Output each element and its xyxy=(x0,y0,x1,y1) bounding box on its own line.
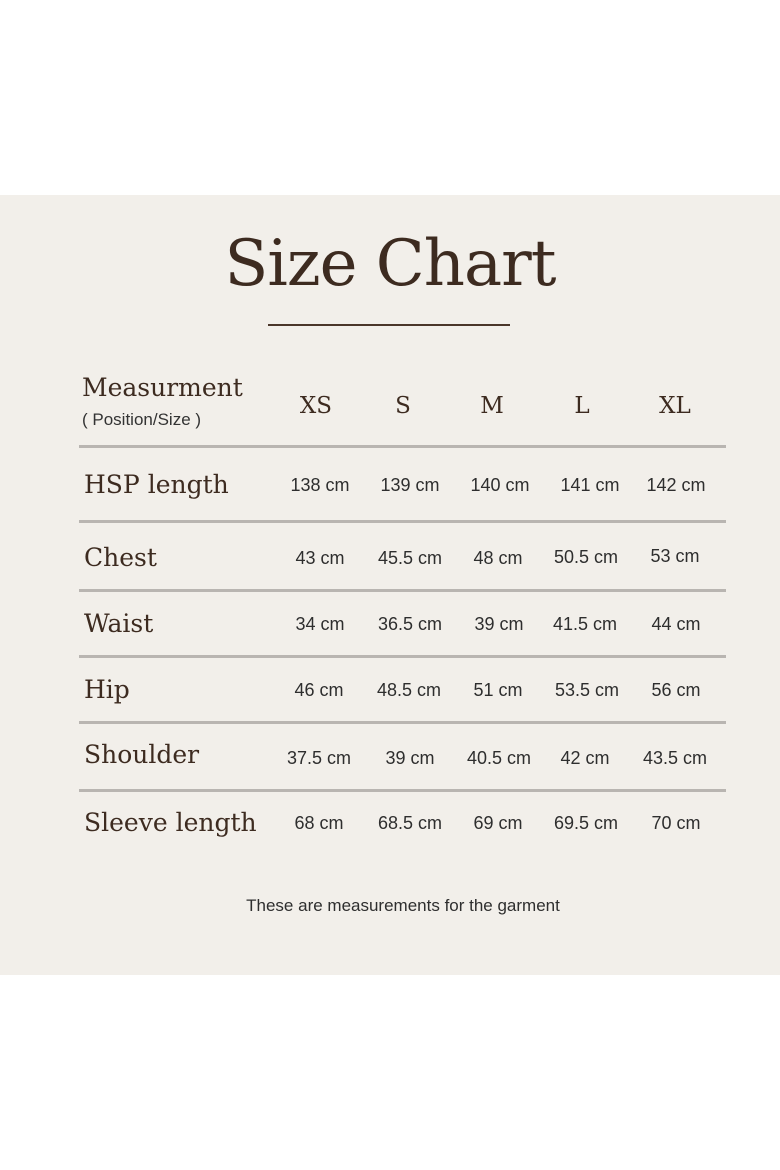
size-header-xs: XS xyxy=(299,393,333,419)
table-cell: 36.5 cm xyxy=(377,614,443,634)
size-header-xl: XL xyxy=(659,393,691,419)
table-cell: 37.5 cm xyxy=(286,748,352,768)
size-chart-panel xyxy=(0,195,780,975)
table-divider xyxy=(79,589,726,592)
size-header-s: S xyxy=(395,393,411,419)
table-cell: 46 cm xyxy=(294,680,344,700)
table-cell: 40.5 cm xyxy=(466,748,532,768)
table-cell: 56 cm xyxy=(651,680,701,700)
table-cell: 48 cm xyxy=(473,548,523,568)
row-label-waist: Waist xyxy=(84,609,154,638)
size-header-l: L xyxy=(574,393,590,419)
table-divider xyxy=(79,721,726,724)
row-label-hsp-length: HSP length xyxy=(84,470,229,499)
table-divider xyxy=(79,789,726,792)
table-cell: 68 cm xyxy=(294,813,344,833)
title-underline xyxy=(268,324,510,326)
row-label-chest: Chest xyxy=(84,543,157,572)
measurement-header: Measurment xyxy=(82,373,243,402)
table-cell: 69.5 cm xyxy=(553,813,619,833)
size-header-m: M xyxy=(480,393,504,419)
table-divider xyxy=(79,520,726,523)
table-cell: 141 cm xyxy=(560,475,620,495)
table-cell: 139 cm xyxy=(380,475,440,495)
table-cell: 42 cm xyxy=(560,748,610,768)
table-cell: 45.5 cm xyxy=(377,548,443,568)
page-title: Size Chart xyxy=(224,227,556,301)
table-cell: 50.5 cm xyxy=(553,547,619,567)
table-cell: 68.5 cm xyxy=(377,813,443,833)
row-label-shoulder: Shoulder xyxy=(84,740,200,769)
table-divider xyxy=(79,655,726,658)
table-cell: 48.5 cm xyxy=(376,680,442,700)
measurement-subheader: ( Position/Size ) xyxy=(82,410,202,429)
table-cell: 53 cm xyxy=(650,546,700,566)
table-divider xyxy=(79,445,726,448)
table-cell: 43 cm xyxy=(295,548,345,568)
table-cell: 138 cm xyxy=(290,475,350,495)
table-cell: 39 cm xyxy=(385,748,435,768)
row-label-sleeve-length: Sleeve length xyxy=(84,808,257,837)
footnote: These are measurements for the garment xyxy=(246,896,560,915)
row-label-hip: Hip xyxy=(84,675,130,704)
table-cell: 41.5 cm xyxy=(552,614,618,634)
table-cell: 43.5 cm xyxy=(642,748,708,768)
table-cell: 39 cm xyxy=(474,614,524,634)
table-cell: 142 cm xyxy=(646,475,706,495)
table-cell: 44 cm xyxy=(651,614,701,634)
table-cell: 34 cm xyxy=(295,614,345,634)
table-cell: 70 cm xyxy=(651,813,701,833)
table-cell: 140 cm xyxy=(470,475,530,495)
table-cell: 69 cm xyxy=(473,813,523,833)
table-cell: 51 cm xyxy=(473,680,523,700)
table-cell: 53.5 cm xyxy=(554,680,620,700)
